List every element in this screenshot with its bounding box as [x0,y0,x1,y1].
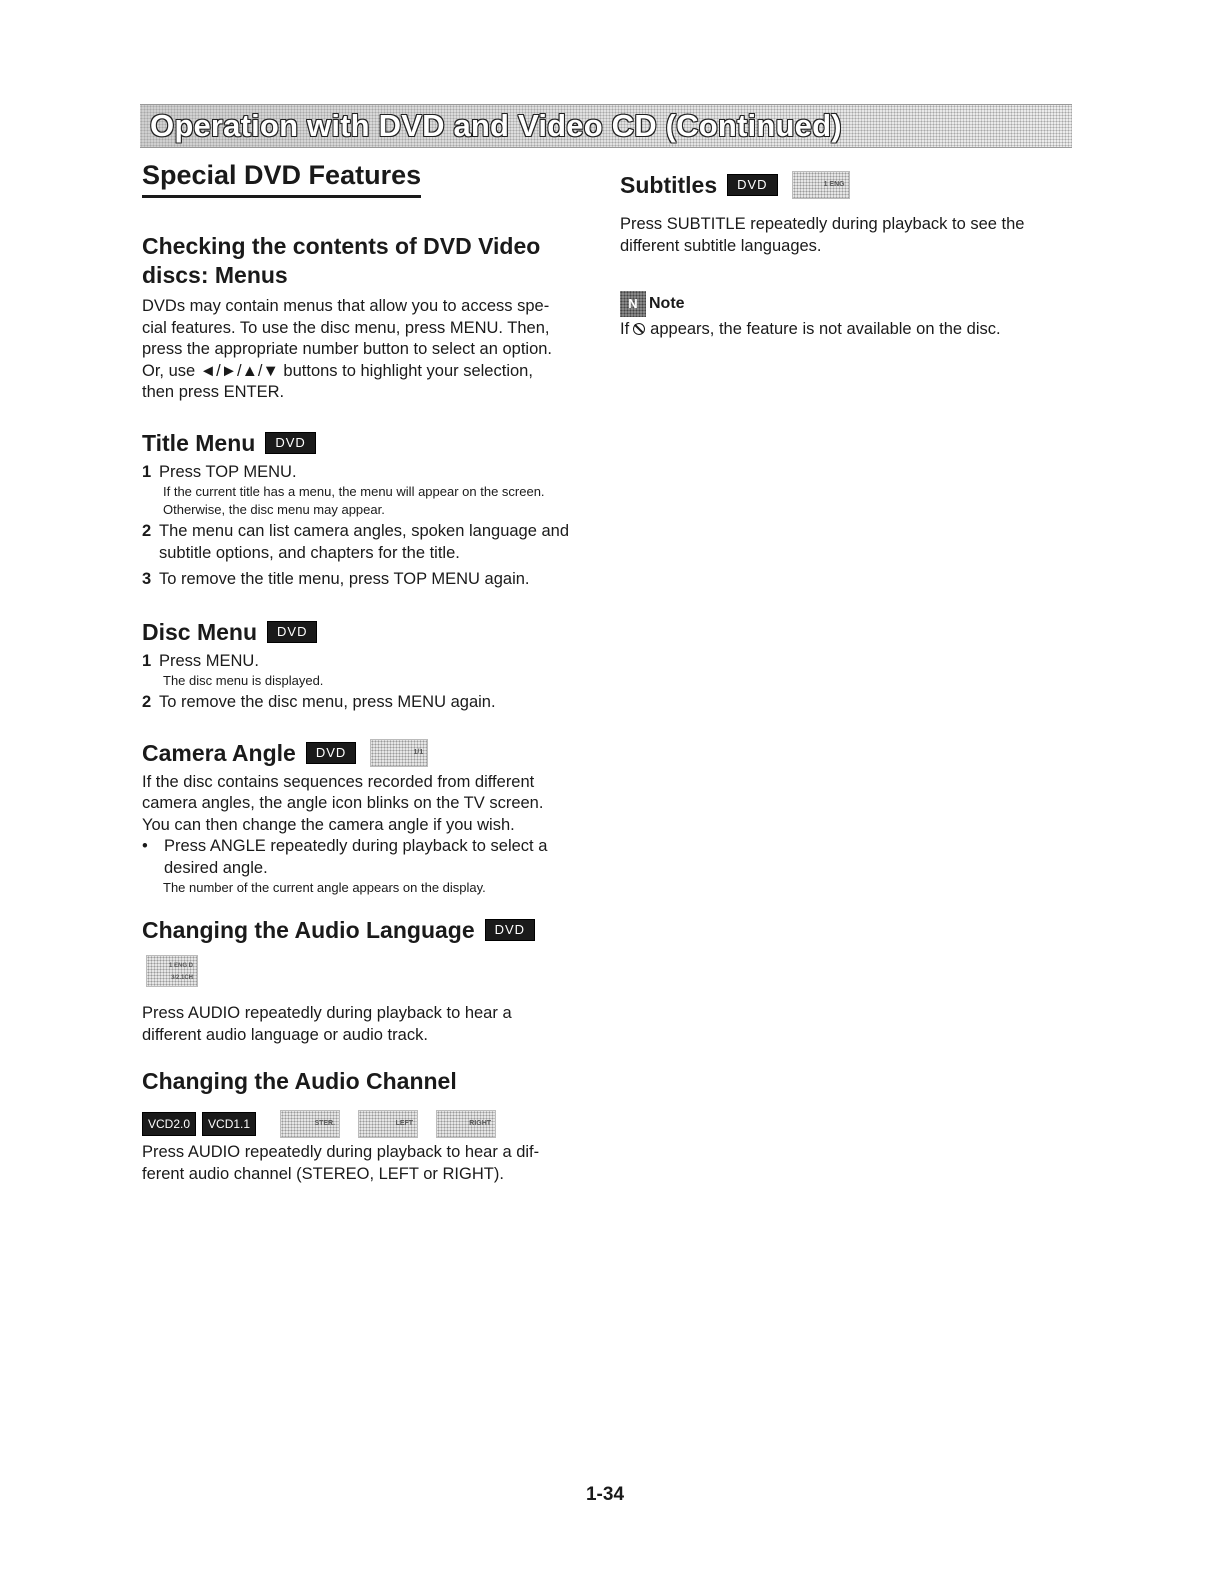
step-number: 1 [142,651,152,670]
step-text: Press TOP MENU. [159,462,297,481]
dvd-badge: DVD [485,919,535,941]
body-line: Press AUDIO repeatedly during playback to hear a [142,1004,512,1022]
step-number: 2 [142,693,152,711]
vcd11-badge: VCD1.1 [202,1112,256,1136]
checking-menus-heading: Checking the contents of DVD Video discs: Menus [142,233,541,288]
step-text: Press MENU. [159,651,259,670]
step-text: To remove the disc menu, press MENU again. [159,693,496,711]
left-osd-icon: LEFT [358,1110,418,1138]
list-item [142,651,598,691]
audio-osd-icon: 1 ENG D 3/2.1CH [146,955,198,987]
step-text: The menu can list camera angles, spoken language and subtitle options, and chapters for the title. [159,522,570,562]
body-line: camera angles, the angle icon blinks on the TV screen. [142,794,544,812]
subtitles-heading [620,170,1080,200]
banner-title: Operation with DVD and Video CD (Continued) [150,108,842,143]
dvd-badge: DVD [267,621,317,643]
audio-language-body [142,1003,598,1046]
audio-channel-heading [142,1066,598,1096]
bullet-text: Press ANGLE repeatedly during playback to select a desired angle. [164,837,548,877]
vcd20-badge: VCD2.0 [142,1112,196,1136]
body-line: different audio language or audio track. [142,1025,428,1044]
body-line: cial features. To use the disc menu, press MENU. Then, [142,318,550,337]
note-label: Note [649,295,685,312]
bullet-subtext: The number of the current angle appears on the display. [163,880,486,895]
body-line: ferent audio channel (STEREO, LEFT or RIGHT). [142,1164,504,1183]
stereo-osd-icon: STER. [280,1110,340,1138]
section-banner [140,104,1072,148]
disc-menu-heading-text: Disc Menu [142,618,258,645]
camera-angle-heading [142,738,598,768]
audio-channel-icons [142,1110,598,1138]
right-column [620,170,1080,341]
disc-menu-steps [142,651,598,714]
step-subtext: If the current title has a menu, the menu will appear on the screen. Otherwise, the disc menu may appear. [163,484,545,517]
note-text [620,319,1080,341]
body-line: Or, use ◄/►/▲/▼ buttons to highlight your selection, [142,361,533,380]
note-heading [620,291,1080,317]
body-line: then press ENTER. [142,383,285,401]
list-item [142,692,598,714]
body-line: DVDs may contain menus that allow you to access spe- [142,297,550,315]
body-line: Press SUBTITLE repeatedly during playback to see the [620,215,1025,233]
subtitles-body [620,214,1080,257]
body-line: You can then change the camera angle if you wish. [142,815,515,834]
disc-menu-heading [142,617,598,647]
step-text: To remove the title menu, press TOP MENU again. [159,570,530,588]
note-text-before: If [620,320,630,338]
left-column [142,160,598,1185]
note-icon: N [620,291,646,317]
dvd-badge: DVD [727,174,777,196]
audio-language-osd-row [142,955,598,987]
body-line: press the appropriate number button to select an option. [142,340,553,358]
audio-channel-heading-text: Changing the Audio Channel [142,1068,457,1094]
page-title: Special DVD Features [142,160,421,198]
note-text-after: appears, the feature is not available on the disc. [650,320,1001,338]
audio-channel-body [142,1142,598,1185]
step-number: 1 [142,462,152,481]
audio-language-heading-text: Changing the Audio Language [142,917,475,943]
prohibited-icon [633,323,645,335]
checking-menus-body [142,296,598,404]
dvd-badge: DVD [265,432,315,454]
audio-language-heading [142,915,598,945]
step-number: 3 [142,570,152,588]
right-osd-icon: RIGHT [436,1110,496,1138]
list-item [142,521,598,564]
list-item [142,569,598,591]
title-menu-heading [142,428,598,458]
body-line: different subtitle languages. [620,236,822,255]
title-menu-heading-text: Title Menu [142,429,256,456]
subtitle-osd-icon: 1 ENG [792,171,850,199]
bullet-dot-icon: • [142,837,148,855]
page-number: 1-34 [585,1484,625,1505]
camera-angle-body [142,772,598,898]
body-line: If the disc contains sequences recorded from different [142,772,535,791]
title-menu-steps [142,462,598,591]
angle-osd-icon: 1/1 [370,739,428,767]
step-number: 2 [142,522,152,540]
dvd-badge: DVD [306,742,356,764]
list-item [142,462,598,520]
step-subtext: The disc menu is displayed. [163,673,324,688]
subtitles-heading-text: Subtitles [620,172,718,198]
bullet-item [142,836,598,879]
body-line: Press AUDIO repeatedly during playback to hear a dif- [142,1143,540,1161]
camera-angle-heading-text: Camera Angle [142,739,296,766]
